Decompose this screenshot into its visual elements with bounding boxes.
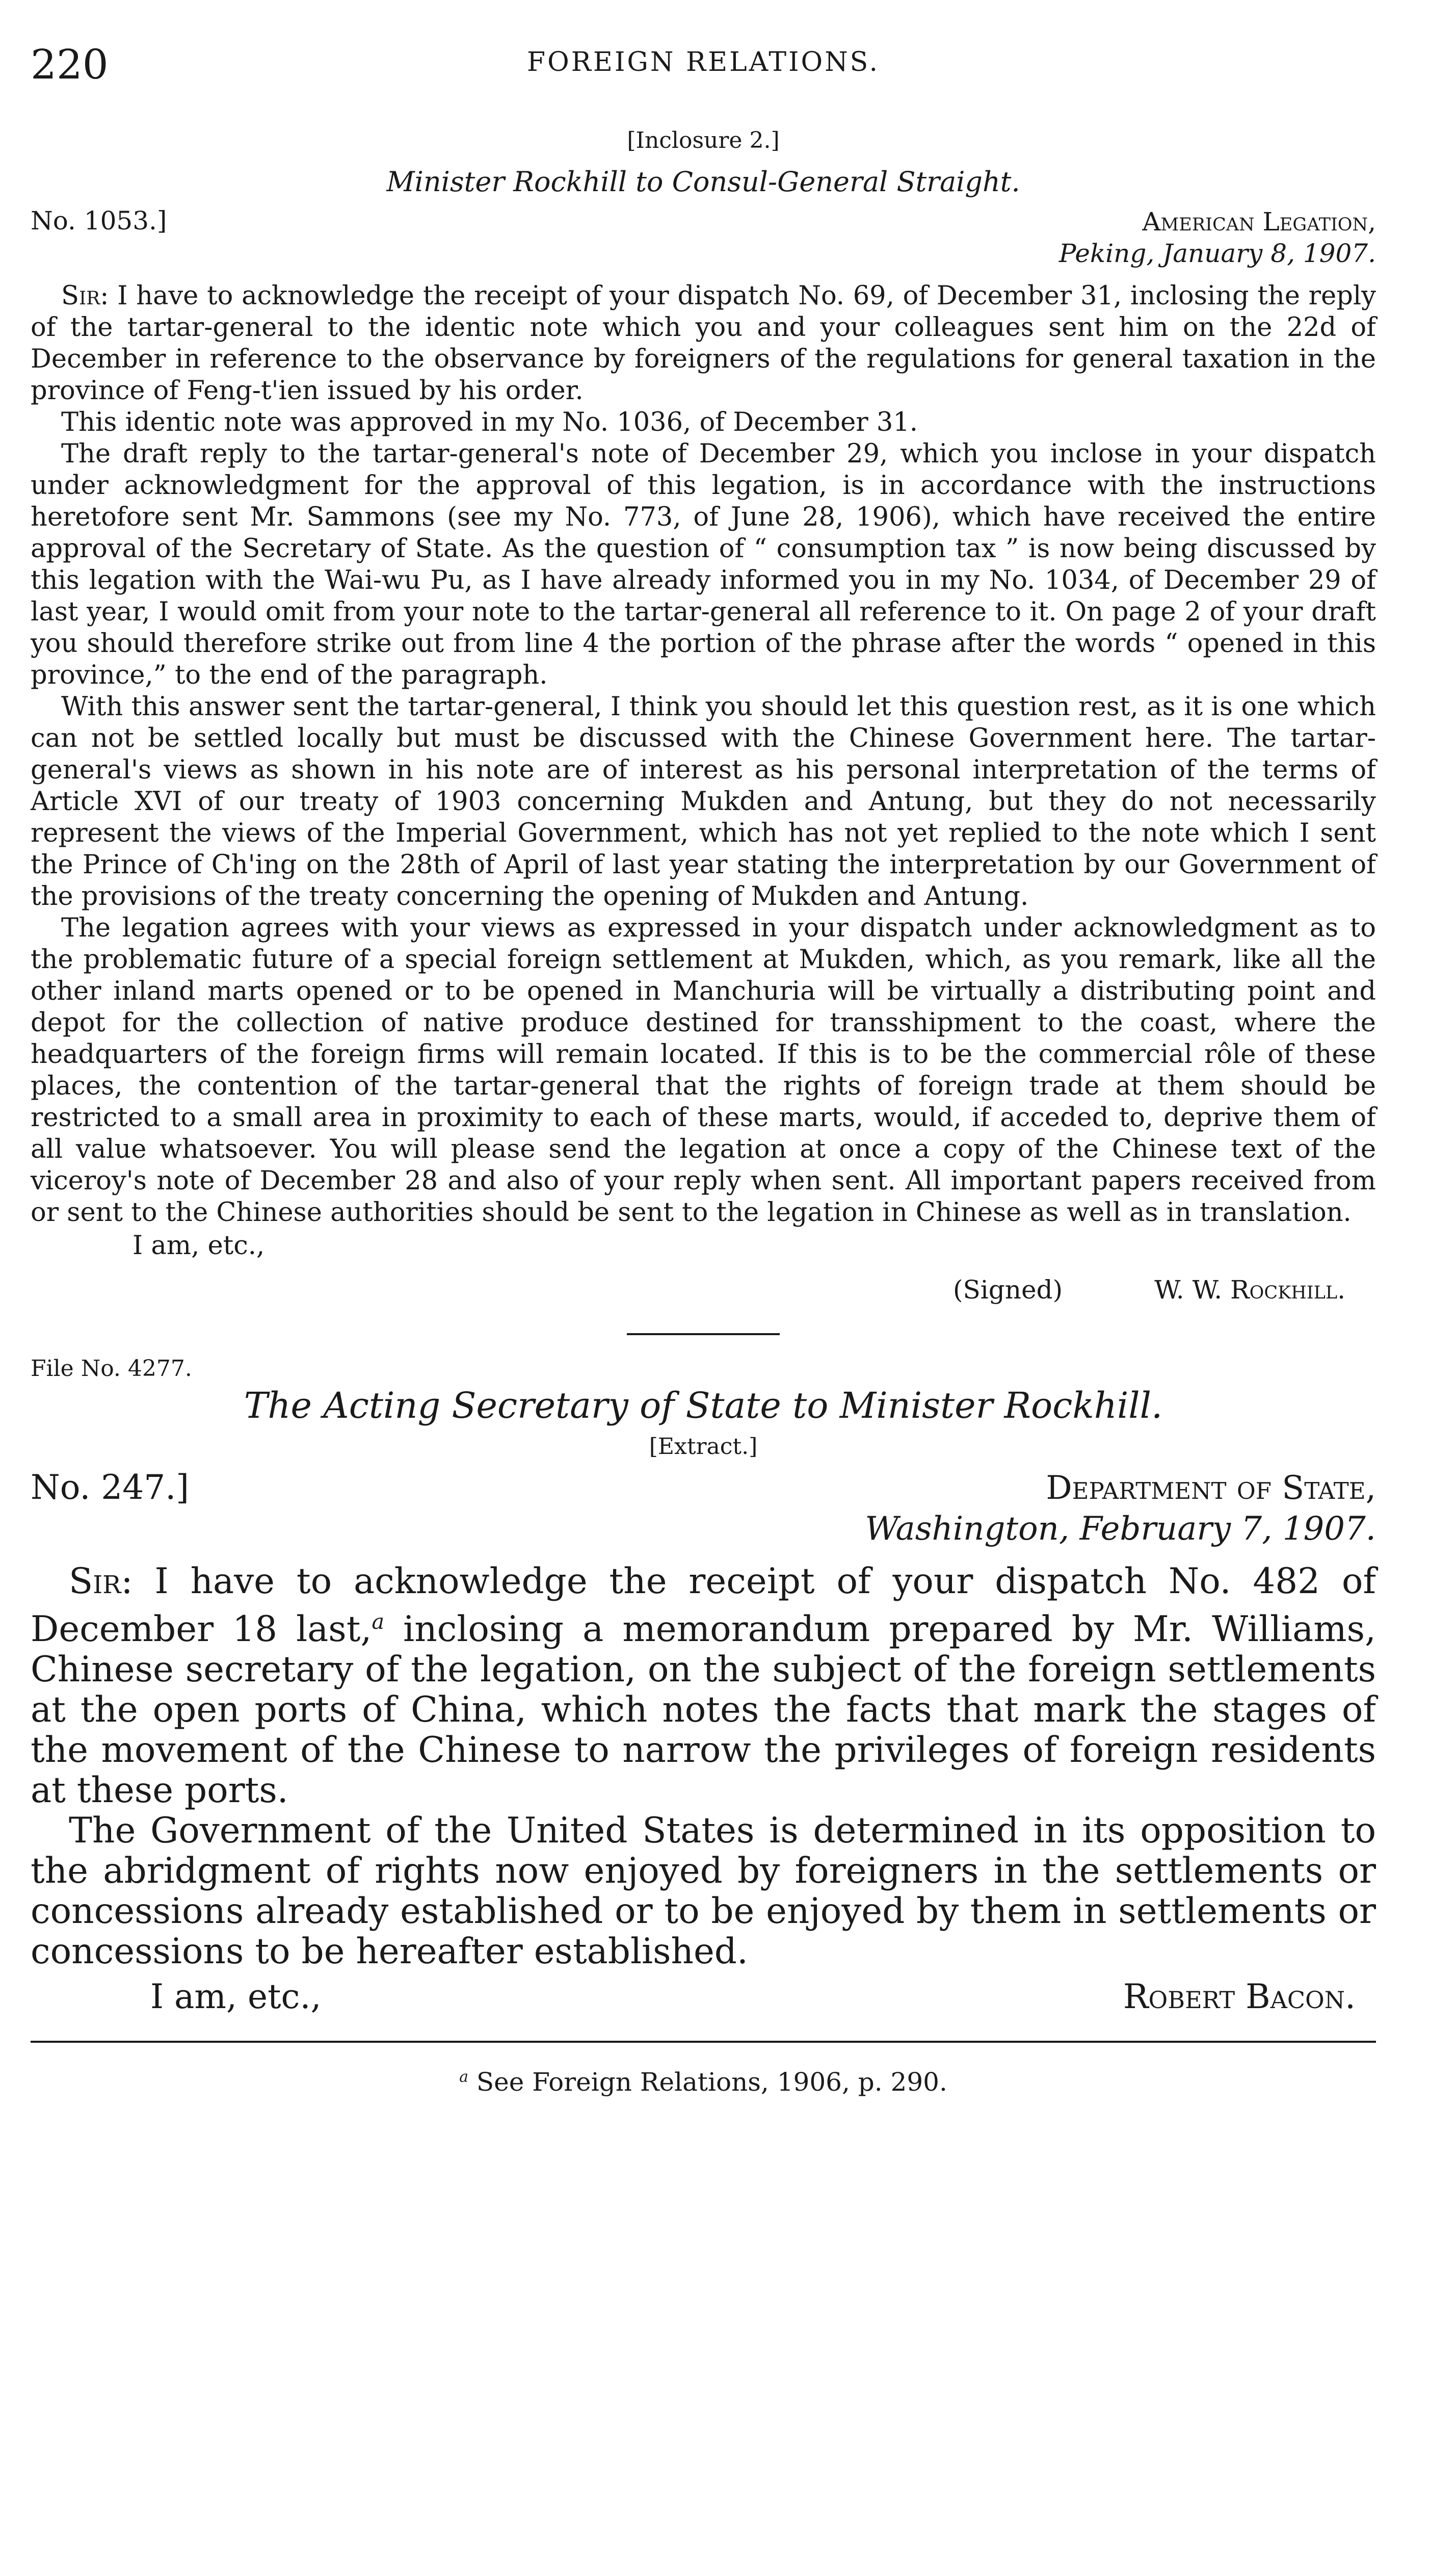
dispatch-number: No. 1053.]: [31, 206, 167, 236]
signature: W. W. Rockhill.: [1154, 1275, 1345, 1305]
signature-block: [31, 1275, 1376, 1305]
closing-signature: [31, 1977, 1376, 2016]
letter-body: [31, 280, 1376, 1229]
salutation: Sir:: [69, 1561, 133, 1602]
letter-title: The Acting Secretary of State to Minister Rockhill.: [244, 1385, 1163, 1426]
paragraph: [31, 1562, 1376, 1811]
dateline: [31, 1468, 1376, 1549]
department-name: Department of State,: [1046, 1469, 1376, 1507]
dateline: [31, 206, 1376, 269]
sender-address: [865, 1468, 1376, 1549]
paragraph-text: inclosing a memorandum prepared by Mr. Williams, Chinese secretary of the legation, on the subject of the foreign settlements at the open ports of China, which notes the facts that mark the stages of the movement of the Chinese to narrow the privileges of foreign residents at these ports.: [31, 1609, 1376, 1811]
closing: I am, etc.,: [150, 1977, 322, 2016]
footnote-rule: [31, 2041, 1376, 2043]
letter-title: Minister Rockhill to Consul-General Straight.: [386, 166, 1020, 198]
file-number: File No. 4277.: [31, 1356, 192, 1382]
letter-rockhill-to-straight: [31, 127, 1376, 1305]
footnote-mark: a: [459, 2068, 468, 2086]
dispatch-number: No. 247.]: [31, 1468, 189, 1507]
paragraph: The draft reply to the tartar-general's note of December 29, which you inclose in your dispatch under acknowledgment for the approval of this legation, is in accordance with the instructions heretofore sent Mr. Sammons (see my No. 773, of June 28, 1906), which have received the entire approval of the Secretary of State. As the question of “ consumption tax ” is now being discussed by this legation with the Wai-wu Pu, as I have already informed you in my No. 1034, of December 29 of last year, I would omit from your note to the tartar-general all reference to it. On page 2 of your draft you should therefore strike out from line 4 the portion of the phrase after the words “ opened in this province,” to the end of the paragraph.: [31, 439, 1376, 690]
paragraph: With this answer sent the tartar-general, I think you should let this question rest, as it is one which can not be settled locally but must be discussed with the Chinese Government here. The tartar-general's views as shown in his note are of interest as his personal interpretation of the terms of Article XVI of our treaty of 1903 concerning Mukden and Antung, but they do not necessarily represent the views of the Imperial Government, which has not yet replied to the note which I sent the Prince of Ch'ing on the 28th of April of last year stating the interpretation by our Government of the provisions of the treaty concerning the opening of Mukden and Antung.: [31, 692, 1376, 912]
place-date: Peking, January 8, 1907.: [1058, 239, 1376, 268]
paragraph: [31, 280, 1376, 407]
paragraph: The legation agrees with your views as expressed in your dispatch under acknowledgment as to the problematic future of a special foreign settlement at Mukden, which, as you remark, like all the other inland marts opened or to be opened in Manchuria will be virtually a distributing point and depot for the collection of native produce destined for transshipment to the coast, where the headquarters of the foreign firms will remain located. If this is to be the commercial rôle of these places, the contention of the tartar-general that the rights of foreign trade at them should be restricted to a small area in proximity to each of these marts, would, if acceded to, deprive them of all value whatsoever. You will please send the legation at once a copy of the Chinese text of the viceroy's note of December 28 and also of your reply when sent. All important papers received from or sent to the Chinese authorities should be sent to the legation in Chinese as well as in translation.: [31, 913, 1376, 1228]
legation-name: American Legation,: [1142, 207, 1376, 237]
footnote-mark: a: [372, 1609, 385, 1634]
page-header: [31, 41, 1376, 107]
document-page: [31, 41, 1376, 2097]
extract-label: [Extract.]: [649, 1434, 758, 1460]
signature: Robert Bacon.: [1123, 1977, 1356, 2016]
running-head: FOREIGN RELATIONS.: [527, 47, 880, 77]
inclosure-label: [Inclosure 2.]: [627, 127, 780, 153]
sender-address: [1059, 206, 1376, 269]
section-divider: [627, 1333, 780, 1335]
letter-bacon-to-rockhill: [31, 1356, 1376, 2016]
salutation: Sir:: [61, 281, 109, 311]
paragraph-text: I have to acknowledge the receipt of your dispatch No. 482 of December 18 last,: [31, 1561, 1376, 1650]
footnote: [31, 2067, 1376, 2097]
page-number: 220: [31, 41, 109, 88]
paragraph: The Government of the United States is determined in its opposition to the abridgment of rights now enjoyed by foreigners in the settlements or concessions already established or to be enjoyed by them in settlements or concessions to be hereafter established.: [31, 1810, 1376, 1972]
footnote-text: See Foreign Relations, 1906, p. 290.: [468, 2067, 947, 2097]
closing: I am, etc.,: [133, 1231, 265, 1261]
signed-label: (Signed): [953, 1275, 1063, 1305]
letter-body: [31, 1562, 1376, 1972]
paragraph: This identic note was approved in my No. 1036, of December 31.: [61, 407, 918, 437]
place-date: Washington, February 7, 1907.: [865, 1510, 1376, 1548]
paragraph-text: I have to acknowledge the receipt of your dispatch No. 69, of December 31, inclosing the reply of the tartar-general to the identic note which you and your colleagues sent him on the 22d of December in reference to the observance by foreigners of the regulations for general taxation in the province of Feng-t'ien issued by his order.: [31, 281, 1376, 406]
